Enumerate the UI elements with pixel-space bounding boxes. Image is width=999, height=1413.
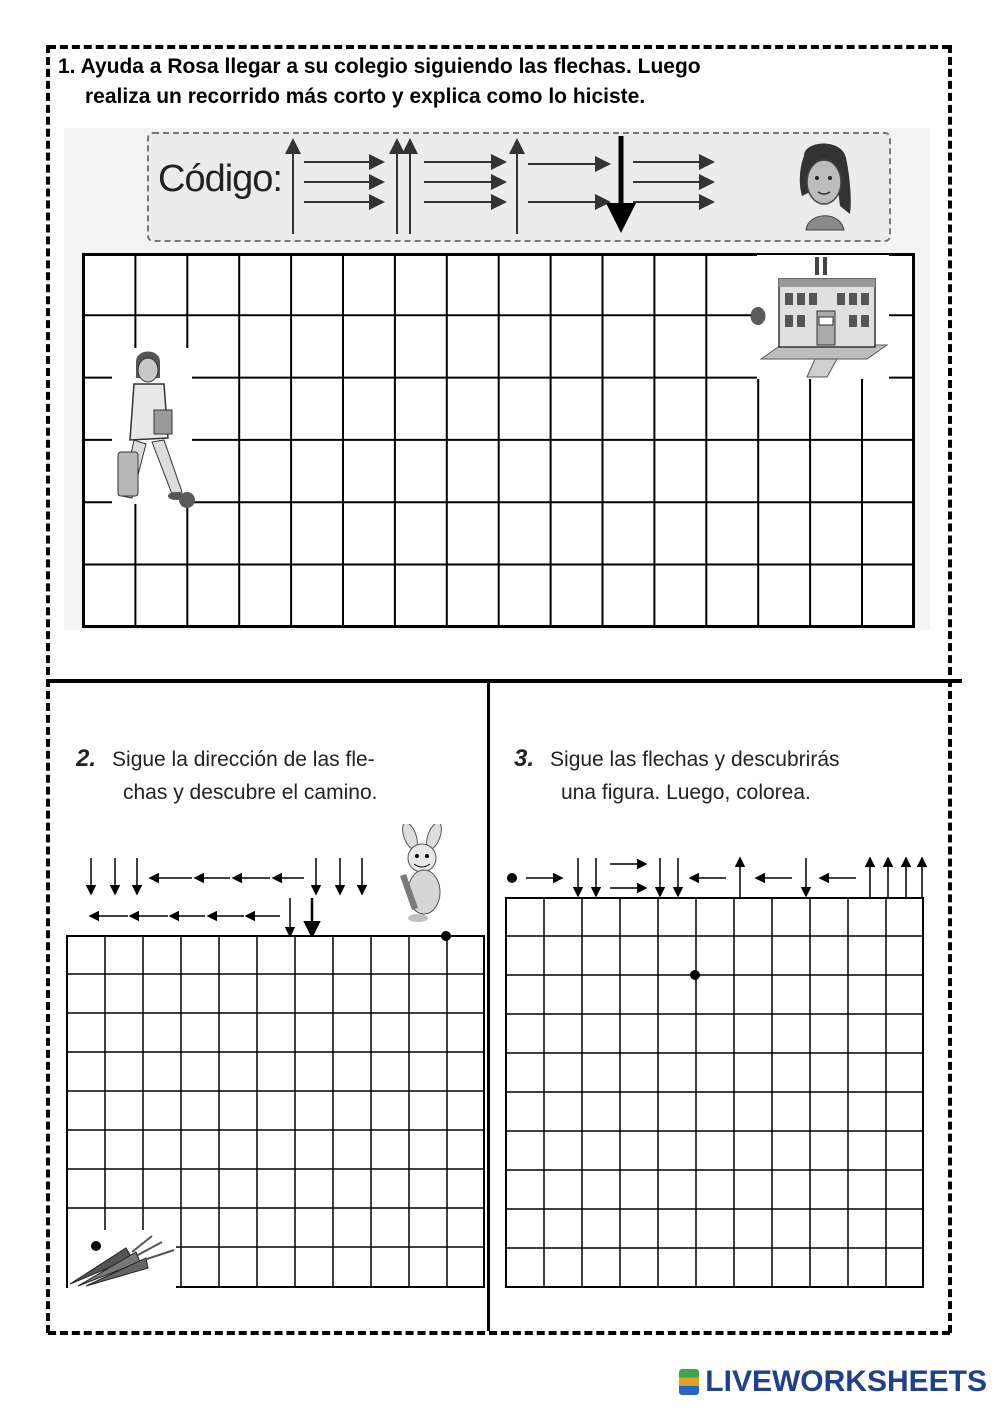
destination-point-marker [749,306,767,326]
q3-start-dot [507,873,517,883]
carrots-icon [66,1222,178,1288]
frame-left [46,45,50,1333]
question-2-instructions [76,742,486,809]
liveworksheets-badge-icon [679,1369,699,1395]
question-3-grid [505,897,925,1290]
section-divider-vertical [487,681,490,1331]
liveworksheets-logo[interactable] [679,1365,987,1399]
frame-right [948,45,952,1333]
question-3-instructions [514,742,944,809]
question-3-line-2: una figura. Luego, colorea. [561,781,811,804]
frame-top [48,45,950,49]
section-divider-horizontal [48,679,962,683]
question-3-number: 3. [514,745,535,772]
rosa-character-icon [790,136,860,236]
frame-bottom [48,1331,950,1335]
question-2-line-2: chas y descubre el camino. [123,781,378,804]
rabbit-icon [388,824,458,924]
code-arrows [147,132,887,242]
question-3-arrows [502,852,932,902]
question-1-line-2: realiza un recorrido más corto y explica como lo hiciste. [85,85,646,108]
code-label: Código: [158,158,282,200]
question-3-line-1: Sigue las flechas y descubrirás [550,748,840,771]
school-building-icon [757,255,889,379]
liveworksheets-brand-text: LIVEWORKSHEETS [705,1365,987,1398]
question-1-instructions [58,52,818,112]
girl-walking-icon [112,348,192,504]
question-2-number: 2. [76,745,97,772]
question-2-start-point [440,930,452,942]
start-point-marker [178,491,196,509]
question-1-line-1: 1. Ayuda a Rosa llegar a su colegio siguiendo las flechas. Luego [58,55,701,78]
question-2-arrows [80,850,380,940]
question-2-line-1: Sigue la dirección de las fle- [112,748,375,771]
question-3-start-point [690,970,700,980]
